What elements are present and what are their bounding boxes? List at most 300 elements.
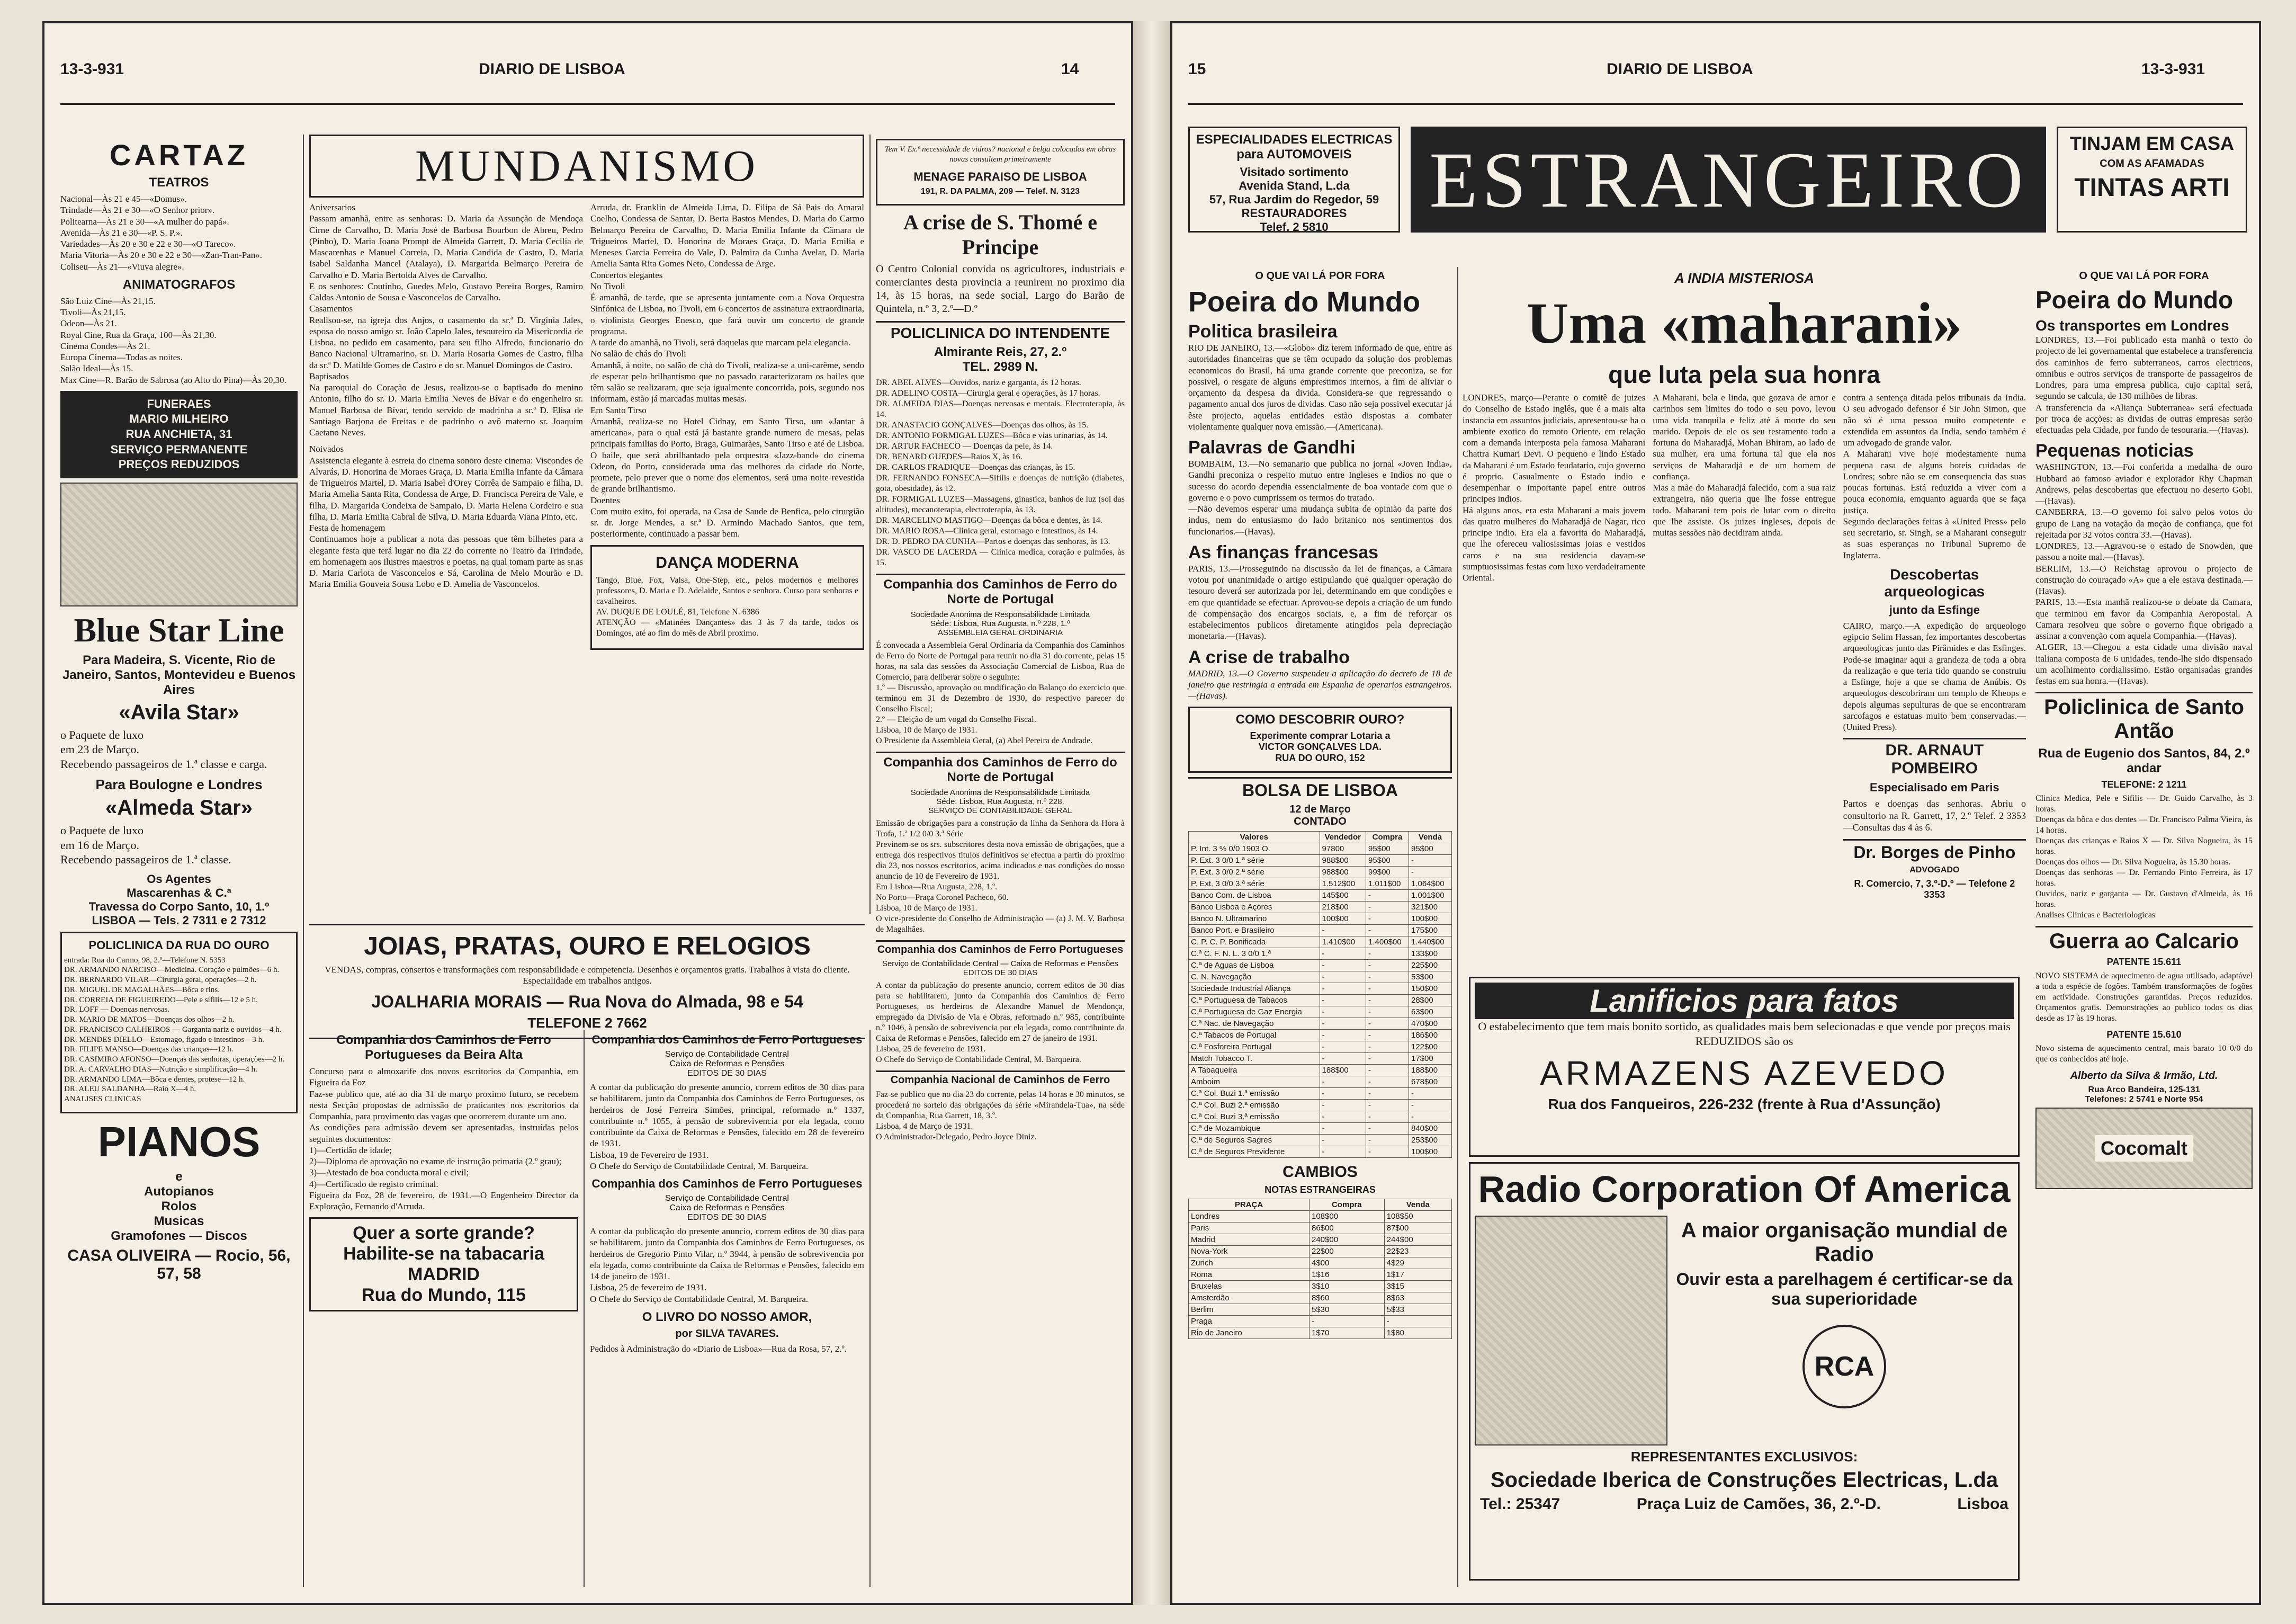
bolsa-row bbox=[1189, 1053, 1452, 1065]
calcario-patente: PATENTE 15.611 bbox=[2106, 957, 2182, 968]
maharani-sub: que luta pela sua honra bbox=[1608, 361, 1880, 388]
teatros-list: Nacional—Às 21 e 45—«Domus». Trindade—Às 21 e 30—«O Senhor prior». Politearna—Às 21 e 30—«A mulher do papá». Avenida—Às 21 e 30—«P. S. P.». Variedades—Às 20 e 30 e 22 e 30—«O Tareco». Maria Vitoria—Às 20 e 30 e 22 e 30—«Zan-Tran-Pan». Coliseu—Às 21—«Viuva alegre». bbox=[60, 194, 262, 272]
left-col-lower-b bbox=[585, 1030, 871, 1587]
table-cell: C.ª Tabacos de Portugal bbox=[1189, 1030, 1320, 1041]
right-col-1 bbox=[1183, 267, 1458, 1587]
poeira1-text: RIO DE JANEIRO, 13.—«Globo» diz terem informado de que, entre as autoridades financeiras que se têm ocupado da solução dos problemas economicos do Brasil, há uma grande corrente que preconiza, se for possivel, o resgate de alguns emprestimos internos, a fim de aliviar o orçamento da despesa da divida. Considera-se que regressando o pagamento anual dos juros de dividas. Caso não seja possivel executar já êste projecto, aquelas entidades estão dispostas a combater violentamente qualquer nova emissão.—(Americana). bbox=[1188, 343, 1452, 432]
cambios-row bbox=[1189, 1234, 1452, 1246]
funerais-ad: FUNERAES MARIO MILHEIRO RUA ANCHIETA, 31 SERVIÇO PERMANENTE PREÇOS REDUZIDOS bbox=[60, 391, 298, 478]
bolsa-row bbox=[1189, 902, 1452, 913]
table-cell: 100$00 bbox=[1320, 913, 1366, 925]
table-cell: C.ª de Mozambique bbox=[1189, 1123, 1320, 1135]
rca-logo: RCA bbox=[1802, 1325, 1886, 1408]
table-cell: - bbox=[1409, 1100, 1452, 1111]
table-cell: Madrid bbox=[1189, 1234, 1310, 1246]
bolsa-row bbox=[1189, 867, 1452, 878]
descobrir-title: COMO DESCOBRIR OURO? bbox=[1235, 712, 1405, 727]
bolsa-row bbox=[1189, 1018, 1452, 1030]
table-cell: - bbox=[1366, 1076, 1409, 1088]
lanificios-text: O estabelecimento que tem mais bonito sortido, as qualidades mais bem selecionadas e que vende por preços mais REDUZIDOS são os bbox=[1478, 1020, 2011, 1048]
table-cell: 186$00 bbox=[1409, 1030, 1452, 1041]
table-cell: C. P. C. P. Bonificada bbox=[1189, 936, 1320, 948]
bolsa-row bbox=[1189, 1088, 1452, 1100]
table-cell: 240$00 bbox=[1309, 1234, 1384, 1246]
table-cell: C.ª de Aguas de Lisboa bbox=[1189, 960, 1320, 971]
left-page-number: 14 bbox=[1061, 60, 1079, 78]
calcario-patente2: PATENTE 15.610 bbox=[2106, 1029, 2182, 1040]
quer-sorte-ad: Quer a sorte grande? Habilite-se na tabacaria MADRID Rua do Mundo, 115 bbox=[309, 1217, 578, 1311]
danca-title: DANÇA MODERNA bbox=[656, 554, 799, 572]
right-page-number: 15 bbox=[1188, 60, 1206, 78]
table-cell: 150$00 bbox=[1409, 983, 1452, 995]
estrangeiro-banner: ESTRANGEIRO bbox=[1411, 127, 2046, 233]
cambios-row bbox=[1189, 1246, 1452, 1257]
blue-star-text2: o Paquete de luxo em 16 de Março. Recebendo passageiros de 1.ª classe. bbox=[60, 824, 231, 867]
table-cell: - bbox=[1366, 913, 1409, 925]
table-cell: Praga bbox=[1189, 1316, 1310, 1327]
bolsa-row bbox=[1189, 1030, 1452, 1041]
table-cell: 1.410$00 bbox=[1320, 936, 1366, 948]
cambios-row bbox=[1189, 1304, 1452, 1316]
table-cell: 8$63 bbox=[1384, 1292, 1451, 1304]
left-page bbox=[42, 21, 1133, 1605]
table-cell: 3$15 bbox=[1384, 1281, 1451, 1292]
sao-tome-title: A crise de S. Thomé e Principe bbox=[903, 210, 1097, 259]
right-header-rule bbox=[1188, 103, 2243, 105]
left-page-header bbox=[44, 60, 1131, 82]
table-cell: - bbox=[1320, 1018, 1366, 1030]
table-cell: 188$00 bbox=[1409, 1065, 1452, 1076]
table-cell: - bbox=[1309, 1316, 1384, 1327]
bolsa-row bbox=[1189, 1065, 1452, 1076]
calcario-agent: Alberto da Silva & Irmão, Ltd. bbox=[2070, 1070, 2218, 1082]
table-cell: - bbox=[1320, 1041, 1366, 1053]
table-cell: - bbox=[1366, 1041, 1409, 1053]
table-header-cell: Venda bbox=[1409, 832, 1452, 843]
table-cell: - bbox=[1409, 1111, 1452, 1123]
bolsa-row bbox=[1189, 1006, 1452, 1018]
o-livro-title: O LIVRO DO NOSSO AMOR, bbox=[642, 1309, 812, 1324]
cp-portugueses-2-sub: Serviço de Contabilidade Central Caixa de Reformas e Pensões EDITOS DE 30 DIAS bbox=[665, 1194, 789, 1222]
table-cell: C.ª Col. Buzi 1.ª emissão bbox=[1189, 1088, 1320, 1100]
rca-ad bbox=[1469, 1162, 2020, 1581]
santo-antao-addr: Rua de Eugenio dos Santos, 84, 2.º andar bbox=[2038, 746, 2250, 776]
gandhi-title: Palavras de Gandhi bbox=[1188, 438, 1356, 458]
table-cell: 988$00 bbox=[1320, 855, 1366, 867]
table-cell: 3$10 bbox=[1309, 1281, 1384, 1292]
table-cell: - bbox=[1366, 1065, 1409, 1076]
table-cell: C.ª Portuguesa de Gaz Energia bbox=[1189, 1006, 1320, 1018]
table-cell: 1.001$00 bbox=[1409, 890, 1452, 902]
animatografos-list: São Luiz Cine—Às 21,15. Tivoli—Às 21,15. Odeon—Às 21. Royal Cine, Rua da Graça, 100—Às 21,30. Cinema Condes—Às 21. Europa Cinema—Todas as noites. Salão Ideal—Às 15. Max Cine—R. Barão de Sabrosa (ao Alto do Pina)—Às 20,30. bbox=[60, 296, 286, 385]
table-cell: 5$30 bbox=[1309, 1304, 1384, 1316]
menage-name: MENAGE PARAISO DE LISBOA bbox=[913, 169, 1087, 183]
table-cell: 321$00 bbox=[1409, 902, 1452, 913]
blue-star-agents: Os Agentes Mascarenhas & C.ª Travessa do Corpo Santo, 10, 1.º LISBOA — Tels. 2 7311 e 2 7312 bbox=[88, 872, 270, 927]
table-cell: - bbox=[1320, 1006, 1366, 1018]
cp-portugueses-3-sub: Serviço de Contabilidade Central — Caixa de Reformas e Pensões EDITOS DE 30 DIAS bbox=[882, 959, 1119, 977]
table-cell: 988$00 bbox=[1320, 867, 1366, 878]
table-cell: 244$00 bbox=[1384, 1234, 1451, 1246]
poeira2-sub: Os transportes em Londres bbox=[2035, 317, 2229, 334]
right-page-header bbox=[1172, 60, 2259, 82]
mundanismo-text1: Aniversarios Passam amanhã, entre as senhoras: D. Maria da Assunção de Mendoça Cirne de Carvalho, D. Maria José de Barbosa Bourbon de Abreu, Pedro (Pinho), D. Maria Joana Prompt de Almeida Garrett, D. Maria Cecilia de Mascarenhas e Manuel Correia, D. Maria Candida de Castro, D. Maria Isabel Saldanha Mancel (Atalaya), D. Margarida Belmarço Pereira de Carvalho e D. Maria Bertolda Alves de Carvalho. E os senhores: Coutinho, Guedes Melo, Gustavo Pereira Borges, Ramiro Caldas Antonio de Sousa e Vasconcelos de Carvalho. Casamentos Realisou-se, na igreja dos Anjos, o casamento da sr.ª D. Virginia Jales, esposa do nosso amigo sr. João Capelo Jales, tesoureiro da Misericordia de Lisboa, no pedido em casamento, para seu filho Alfredo, funcionario do Banco Nacional Ultramarino, sr. D. Maria Rosaria Gomes de Castro, filha da sr.ª D. Matilde Gomes de Castro e do sr. Manuel Domingos de Castro. Baptisados Na paroquial do Coração de Jesus, realizou-se o baptisado do menino Antonio, filho do sr. D. Maria Emilia Neves de Bívar e do engenheiro sr. Manuel Barbosa de Bívar, tendo servido de madrinha a sr.ª D. Elisa de Santiago Barjona de Freitas e de padrinho o avô materno sr. Joaquim Caetano Neves. bbox=[309, 202, 583, 438]
cp-norte-2-title: Companhia dos Caminhos de Ferro do Norte de Portugal bbox=[876, 752, 1125, 785]
bolsa-row bbox=[1189, 1100, 1452, 1111]
bolsa-table bbox=[1188, 831, 1452, 1158]
table-cell: - bbox=[1320, 1030, 1366, 1041]
cp-norte-1-sub: Sociedade Anonima de Responsabilidade Limitada Séde: Lisboa, Rua Augusta, n.º 228, 1.º ASSEMBLEIA GERAL ORDINARIA bbox=[910, 610, 1090, 637]
table-cell: 86$00 bbox=[1309, 1223, 1384, 1234]
especialidades-text: Visitado sortimento Avenida Stand, L.da 57, Rua Jardim do Regedor, 59 RESTAURADORES Telef. 2 5810 bbox=[1209, 165, 1379, 234]
mundanismo-title: MUNDANISMO bbox=[309, 135, 864, 198]
right-masthead: DIARIO DE LISBOA bbox=[1607, 60, 1753, 78]
cambios-row bbox=[1189, 1292, 1452, 1304]
table-cell: - bbox=[1366, 1123, 1409, 1135]
maharani-text3: contra a sentença ditada pelos tribunais da India. O seu advogado defensor é Sir John Simon, que não só é uma pessoa muito competente e extendida em assuntos da India, sendo também é um advogado de grande valor. A Maharani vive hoje modestamente numa pequena casa de alguns hoteis cuidadas de Londres; sobre não se em consequencia das suas poucas fortunas. Está reduzida a viver com a pouca economia, emquanto aguarda que se faça justiça. Segundo declarações feitas à «United Press» pelo seu secretario, sr. Singh, se a Maharani conseguir as suas esperanças no Tribunal Supremo de Inglaterra. bbox=[1843, 392, 2026, 560]
table-cell: - bbox=[1320, 995, 1366, 1006]
poeira1-sub: Politica brasileira bbox=[1188, 322, 1338, 342]
cambios-sub: NOTAS ESTRANGEIRAS bbox=[1264, 1184, 1376, 1195]
table-header-cell: Compra bbox=[1366, 832, 1409, 843]
table-cell: Sociedade Industrial Aliança bbox=[1189, 983, 1320, 995]
table-cell: 108$50 bbox=[1384, 1211, 1451, 1223]
table-cell: P. Int. 3 % 0/0 1903 O. bbox=[1189, 843, 1320, 855]
center-fold bbox=[1133, 21, 1170, 1605]
descobertas-title: Descobertas arqueologicas bbox=[1884, 566, 1985, 600]
pianos-title: PIANOS bbox=[97, 1118, 261, 1165]
table-cell: 1$16 bbox=[1309, 1269, 1384, 1281]
table-cell: 100$00 bbox=[1409, 913, 1452, 925]
cp-portugueses-3-text: A contar da publicação do presente anuncio, correm editos de 30 dias para se habilitarem, junto da Companhia dos Caminhos de Ferro Portugueses, os herdeiros de Alexandre Manuel de Mendonça, empregado da Divisão de Via e Obras, reformado n.º 985, contribuinte n.º 1046, à pensão de sobrevivencia por ela legada, como contribuinte da Caixa de Reformas e Pensões, falecido em 27 de janeiro de 1931. Lisboa, 25 de fevereiro de 1931. O Chefe do Serviço de Contabilidade Central, M. Barqueira. bbox=[876, 980, 1125, 1064]
table-cell: - bbox=[1320, 983, 1366, 995]
table-header-cell: PRAÇA bbox=[1189, 1199, 1310, 1211]
descobrir-ad bbox=[1188, 707, 1452, 773]
calcario-addr: Rua Arco Bandeira, 125-131 Telefones: 2 5741 e Norte 954 bbox=[2085, 1085, 2203, 1104]
table-cell: 1.064$00 bbox=[1409, 878, 1452, 890]
bolsa-row bbox=[1189, 1146, 1452, 1158]
bolsa-row bbox=[1189, 913, 1452, 925]
table-cell: 4$29 bbox=[1384, 1257, 1451, 1269]
table-cell: 1$17 bbox=[1384, 1269, 1451, 1281]
cambios-row bbox=[1189, 1211, 1452, 1223]
table-cell: 17$00 bbox=[1409, 1053, 1452, 1065]
table-cell: 188$00 bbox=[1320, 1065, 1366, 1076]
poeira2-kicker: O QUE VAI LÁ POR FORA bbox=[2079, 270, 2209, 282]
table-header-cell: Vendedor bbox=[1320, 832, 1366, 843]
table-cell: 100$00 bbox=[1409, 1146, 1452, 1158]
borges-title: Dr. Borges de Pinho bbox=[1843, 839, 2026, 862]
bolsa-row bbox=[1189, 890, 1452, 902]
table-cell: 108$00 bbox=[1309, 1211, 1384, 1223]
table-cell: Bruxelas bbox=[1189, 1281, 1310, 1292]
table-cell: P. Ext. 3 0/0 2.ª série bbox=[1189, 867, 1320, 878]
cartaz-heading: CARTAZ bbox=[109, 138, 249, 172]
table-cell: 1.011$00 bbox=[1366, 878, 1409, 890]
table-cell: - bbox=[1320, 1053, 1366, 1065]
menage-ad bbox=[876, 139, 1125, 206]
right-col-4 bbox=[2030, 267, 2258, 1587]
menage-text: Tem V. Ex.ª necessidade de vidros? nacional e belga colocados em obras novas consultem primeiramente bbox=[884, 145, 1116, 164]
table-cell: 95$00 bbox=[1409, 843, 1452, 855]
joias-ad bbox=[309, 924, 865, 1039]
table-cell: - bbox=[1320, 1100, 1366, 1111]
table-cell: 53$00 bbox=[1409, 971, 1452, 983]
table-header-cell: Venda bbox=[1384, 1199, 1451, 1211]
policlinica-intendente-text: DR. ABEL ALVES—Ouvidos, nariz e garganta, ás 12 horas. DR. ADELINO COSTA—Cirurgia geral e operações, às 17 horas. DR. ALMEIDA DIAS—Doenças nervosas e mentais. Electroterapia, às 14. DR. ANASTACIO GONÇALVES—Doenças dos olhos, às 15. DR. ANTONIO FORMIGAL LUZES—Bôca e vias urinarias, às 14. DR. ARTUR FACHECO — Doenças da pele, às 14. DR. BENARD GUEDES—Raios X, às 16. DR. CARLOS FRADIQUE—Doenças das crianças, às 15. DR. FERNANDO FONSECA—Sifilis e doenças de nutrição (diabetes, gota, obesidade), às 12. DR. FORMIGAL LUZES—Massagens, ginastica, banhos de luz (sol das altitudes), mecanoterapia, electroterapia, às 13. DR. MARCELINO MASTIGO—Doenças da bôca e dentes, às 14. DR. MARIO ROSA—Clinica geral, estomago e intestinos, às 14. DR. D. PEDRO DA CUNHA—Partos e doenças das senhoras, às 13. DR. VASCO DE LACERDA — Clinica medica, coração e pulmões, às 15. bbox=[876, 378, 1125, 567]
bolsa-row bbox=[1189, 925, 1452, 936]
cambios-row bbox=[1189, 1257, 1452, 1269]
bolsa-row bbox=[1189, 995, 1452, 1006]
cp-norte-2-text: Emissão de obrigações para a construção da linha da Senhora da Hora à Trofa, 1.ª 1/2 0/0 3.ª Série Previnem-se os srs. subscritores desta nova emissão de obrigações, que a entrega dos respectivos titulos definitivos se efectua a partir do proximo dia 23, nos nossos escritorios, acima indicados e nas condições do nosso anuncio de 10 de Fevereiro de 1931. Em Lisboa—Rua Augusta, 228, 1.º. No Porto—Praça Coronel Pacheco, 60. Lisboa, 10 de Março de 1931. O vice-presidente do Conselho de Administração — (a) J. M. V. Barbosa de Magalhães. bbox=[876, 818, 1125, 934]
table-cell: - bbox=[1320, 1146, 1366, 1158]
table-cell: C.ª Nac. de Navegação bbox=[1189, 1018, 1320, 1030]
bolsa-row bbox=[1189, 1041, 1452, 1053]
descobertas-sub: junto da Esfinge bbox=[1889, 603, 1980, 617]
tinjam-ad bbox=[2057, 127, 2247, 233]
arnaut-text: Partos e doenças das senhoras. Abriu o consultorio na R. Garrett, 17, 2.º Telef. 2 3353—Consultas das 4 às 6. bbox=[1843, 798, 2026, 833]
table-cell: 95$00 bbox=[1366, 855, 1409, 867]
table-cell: 225$00 bbox=[1409, 960, 1452, 971]
blue-star-routes: Para Madeira, S. Vicente, Rio de Janeiro, Santos, Montevideu e Buenos Aires bbox=[62, 653, 296, 697]
cp-norte-2-sub: Sociedade Anonima de Responsabilidade Limitada Séde: Lisboa, Rua Augusta, n.º 228. SERVIÇO DE CONTABILIDADE GERAL bbox=[910, 788, 1090, 815]
table-cell: Match Tobacco T. bbox=[1189, 1053, 1320, 1065]
table-cell: 1.512$00 bbox=[1320, 878, 1366, 890]
left-masthead: DIARIO DE LISBOA bbox=[479, 60, 625, 78]
table-cell: - bbox=[1320, 1135, 1366, 1146]
table-cell: - bbox=[1320, 1088, 1366, 1100]
cambios-row bbox=[1189, 1223, 1452, 1234]
joias-title: JOIAS, PRATAS, OURO E RELOGIOS bbox=[364, 932, 811, 960]
arnaut-title: DR. ARNAUT POMBEIRO bbox=[1843, 738, 2026, 778]
rca-addr: Praça Luiz de Camões, 36, 2.º-D. bbox=[1636, 1495, 1881, 1513]
blue-star-ship2: «Almeda Star» bbox=[105, 796, 253, 820]
table-cell: Paris bbox=[1189, 1223, 1310, 1234]
mundanismo-section bbox=[304, 135, 871, 914]
joias-text: VENDAS, compras, consertos e transformações com responsabilidade e competencia. Desenhos e orçamentos gratis. Trabalhos à vista do cliente. Especialidade em trabalhos antigos. bbox=[325, 965, 850, 986]
table-cell: - bbox=[1409, 1088, 1452, 1100]
bolsa-row bbox=[1189, 1111, 1452, 1123]
cambios-table-header bbox=[1189, 1199, 1452, 1211]
table-cell: - bbox=[1320, 925, 1366, 936]
table-cell: 1.440$00 bbox=[1409, 936, 1452, 948]
table-cell: 678$00 bbox=[1409, 1076, 1452, 1088]
cp-portugueses-3-title: Companhia dos Caminhos de Ferro Portugueses bbox=[876, 940, 1125, 956]
lanificios-addr: Rua dos Fanqueiros, 226-232 (frente à Rua d'Assunção) bbox=[1548, 1096, 1941, 1112]
table-cell: 22$23 bbox=[1384, 1246, 1451, 1257]
bolsa-row bbox=[1189, 971, 1452, 983]
tinjam-sub: COM AS AFAMADAS bbox=[2100, 158, 2204, 169]
joias-shop: JOALHARIA MORAIS — Rua Nova do Almada, 98 e 54 bbox=[371, 992, 803, 1011]
cp-beira-alta-title: Companhia dos Caminhos de Ferro Portugueses da Beira Alta bbox=[336, 1033, 551, 1062]
blue-star-ship1: «Avila Star» bbox=[119, 700, 239, 724]
table-cell: 122$00 bbox=[1409, 1041, 1452, 1053]
table-cell: - bbox=[1320, 948, 1366, 960]
table-cell: - bbox=[1366, 1006, 1409, 1018]
lanificios-ad bbox=[1469, 977, 2020, 1157]
table-cell: 5$33 bbox=[1384, 1304, 1451, 1316]
table-cell: 95$00 bbox=[1366, 843, 1409, 855]
bolsa-row bbox=[1189, 960, 1452, 971]
bolsa-row bbox=[1189, 936, 1452, 948]
bolsa-row bbox=[1189, 948, 1452, 960]
table-cell: - bbox=[1366, 1018, 1409, 1030]
table-cell: Banco N. Ultramarino bbox=[1189, 913, 1320, 925]
table-cell: Rio de Janeiro bbox=[1189, 1327, 1310, 1339]
rca-tel: Tel.: 25347 bbox=[1480, 1495, 1560, 1513]
radio-cabinet-illustration bbox=[1475, 1216, 1667, 1445]
cp-portugueses-2-title: Companhia dos Caminhos de Ferro Portugueses bbox=[591, 1177, 863, 1190]
table-cell: 63$00 bbox=[1409, 1006, 1452, 1018]
table-header-cell: Valores bbox=[1189, 832, 1320, 843]
poeira1-title: Poeira do Mundo bbox=[1188, 286, 1420, 318]
bolsa-row bbox=[1189, 878, 1452, 890]
table-cell: C.ª Col. Buzi 2.ª emissão bbox=[1189, 1100, 1320, 1111]
table-cell: - bbox=[1366, 1146, 1409, 1158]
poeira2-text: LONDRES, 13.—Foi publicado esta manhã o texto do projecto de lei governamental que estabelece a transferencia dos caminhos de ferro subterraneos, carros electricos, omnibus e outros serviços de transporte de passageiros de Londres, para uma empresa publica, cujo capital será, segundo se calcula, de 130 milhões de libras. A transferencia da «Aliança Subterranea» será efectuada por troca de acções; as dividas de outras empresas serão efectuadas pela Cidade, por fundo de tesouraria.—(Havas). bbox=[2035, 335, 2253, 435]
trabalho-title: A crise de trabalho bbox=[1188, 647, 1350, 667]
table-cell: 1$70 bbox=[1309, 1327, 1384, 1339]
rca-ouvir: Ouvir esta a parelhagem é certificar-se da sua superioridade bbox=[1676, 1270, 2013, 1308]
o-livro-author: por SILVA TAVARES. bbox=[675, 1327, 779, 1340]
table-cell: 253$00 bbox=[1409, 1135, 1452, 1146]
table-cell: - bbox=[1366, 902, 1409, 913]
sao-tome-text: O Centro Colonial convida os agricultores, industriais e comerciantes desta provincia a reunirem no proximo dia 14, às 15 horas, na sede social, Largo do Barão de Quintela, n.º 3, 2.º—D.º bbox=[876, 263, 1125, 315]
table-cell: - bbox=[1409, 855, 1452, 867]
poeira1-kicker: O QUE VAI LÁ POR FORA bbox=[1255, 270, 1385, 282]
joias-tel: TELEFONE 2 7662 bbox=[527, 1014, 647, 1031]
table-cell: - bbox=[1366, 971, 1409, 983]
especialidades-ad bbox=[1188, 127, 1400, 233]
cp-beira-alta-text: Concurso para o almoxarife dos novos escritorios da Companhia, em Figueira da Foz Faz-se publico que, até ao dia 31 de março proximo futuro, se recebem nesta Secção propostas de admissão de praticantes nos escritorios da Companhia, para provimento das vagas que ocorrerem durante um ano. As condições para admissão devem ser apresentadas, instruídas pelos seguintes documentos: 1)—Certidão de idade; 2)—Diploma de aprovação no exame de instrução primaria (2.º grau); 3)—Atestado de boa conducta moral e civil; 4)—Certificado de registo criminal. Figueira da Foz, 28 de fevereiro, de 1931.—O Engenheiro Director da Exploração, Fernando d'Arruda. bbox=[309, 1066, 578, 1211]
table-cell: - bbox=[1320, 1076, 1366, 1088]
santo-antao-text: Clinica Medica, Pele e Sifilis — Dr. Guido Carvalho, às 3 horas. Doenças da bôca e dos dentes — Dr. Francisco Palma Vieira, às 14 horas. Doenças das crianças e Raios X — Dr. Silva Nogueira, às 15 horas. Doenças dos olhos — Dr. Silva Nogueira, às 15.30 horas. Doenças das senhoras — Dr. Fernando Pinto Ferreira, às 17 horas. Ouvidos, nariz e garganta — Dr. Gustavo d'Almeida, às 16 horas. Analises Clinicas e Bacteriologicas bbox=[2035, 794, 2253, 920]
descobertas-text: CAIRO, março.—A expedição do arqueologo egipcio Selim Hassan, fez importantes descobertas arqueologicas junto das Pirâmides e das Esfinges. Pode-se imaginar aqui a grandeza de toda a obra da realização e que teria tido quando se construiu a Esfinge, hoje a que se chama de Anúbis. Os arqueologos descobriram um templo de Kheops e depois algumas sepulturas de que se encontraram sarcofagos e estatuas muito bem conservadas.—(United Press). bbox=[1843, 620, 2026, 732]
bolsa-row bbox=[1189, 983, 1452, 995]
table-cell: 8$60 bbox=[1309, 1292, 1384, 1304]
table-cell: 99$00 bbox=[1366, 867, 1409, 878]
table-cell: 87$00 bbox=[1384, 1223, 1451, 1234]
table-cell: - bbox=[1366, 1100, 1409, 1111]
table-cell: 22$00 bbox=[1309, 1246, 1384, 1257]
cp-portugueses-1-text: A contar da publicação do presente anuncio, correm editos de 30 dias para se habilitarem, junto da Companhia dos Caminhos de Ferro Portugueses, os herdeiros de José Ferreira Simões, principal, reformado n.º 1337, contribuinte n.º 1055, à pensão de sobrevivencia por ela legada, como contribuinte da Caixa de Reformas e Pensões, falecido em 28 de fevereiro de 1931. Lisboa, 19 de Fevereiro de 1931. O Chefe do Serviço de Contabilidade Central, M. Barqueira. bbox=[590, 1082, 864, 1171]
policlinica-intendente-addr: Almirante Reis, 27, 2.º TEL. 2989 N. bbox=[934, 344, 1067, 374]
table-cell: Amsterdão bbox=[1189, 1292, 1310, 1304]
cocomalt-ad bbox=[2035, 1108, 2253, 1189]
table-cell: C. N. Navegação bbox=[1189, 971, 1320, 983]
table-cell: 470$00 bbox=[1409, 1018, 1452, 1030]
table-cell: Nova-York bbox=[1189, 1246, 1310, 1257]
trabalho-text: MADRID, 13.—O Governo suspendeu a aplicação do decreto de 18 de janeiro que restringia a entrada em Espanha de operarios estrangeiros.—(Havas). bbox=[1188, 668, 1452, 701]
table-cell: P. Ext. 3 0/0 3.ª série bbox=[1189, 878, 1320, 890]
cp-portugueses-1-sub: Serviço de Contabilidade Central Caixa de Reformas e Pensões EDITOS DE 30 DIAS bbox=[665, 1050, 789, 1078]
table-cell: C.ª Col. Buzi 3.ª emissão bbox=[1189, 1111, 1320, 1123]
maharani-kicker: A INDIA MISTERIOSA bbox=[1674, 270, 1814, 286]
cp-nacional-title: Companhia Nacional de Caminhos de Ferro bbox=[876, 1070, 1125, 1086]
table-cell: - bbox=[1366, 948, 1409, 960]
bolsa-table-body bbox=[1189, 843, 1452, 1158]
bolsa-row bbox=[1189, 1123, 1452, 1135]
policlinica-ouro-text: entrada: Rua do Carmo, 98, 2.º—Telefone N. 5353 DR. ARMANDO NARCISO—Medicina. Coração e pulmões—6 h. DR. BERNARDO VILAR—Cirurgia geral, operações—2 h. DR. MIGUEL DE MAGALHÃES—Bôca e rins. DR. CORREIA DE FIGUEIREDO—Pele e sífilis—12 e 5 h. DR. LOFF — Doenças nervosas. DR. MARIO DE MATOS—Doenças dos olhos—2 h. DR. FRANCISCO CALHEIROS — Garganta nariz e ouvidos—4 h. DR. MENDES DIELLO—Estomago, figado e intestinos—3 h. DR. FILIPE MANSO—Doenças das crianças—12 h. DR. CASIMIRO AFONSO—Doenças das senhoras, operações—2 h. DR. A. CARVALHO DIAS—Nutrição e simplificação—4 h. DR. ARMANDO LIMA—Bôca e dentes, protese—12 h. DR. ALEU SALDANHA—Raio X—4 h. ANALISES CLINICAS bbox=[64, 956, 285, 1104]
left-col-1 bbox=[55, 135, 304, 1587]
table-cell: - bbox=[1320, 1111, 1366, 1123]
table-cell: - bbox=[1366, 960, 1409, 971]
right-date: 13-3-931 bbox=[2141, 60, 2205, 78]
left-col-lower-a bbox=[304, 1030, 585, 1587]
cambios-title: CAMBIOS bbox=[1282, 1163, 1358, 1181]
table-cell: 133$00 bbox=[1409, 948, 1452, 960]
blue-star-title: Blue Star Line bbox=[74, 611, 284, 649]
danca-ad bbox=[590, 545, 864, 650]
animatografos-heading: ANIMATOGRAFOS bbox=[122, 277, 236, 292]
table-cell: - bbox=[1366, 1088, 1409, 1100]
bolsa-row bbox=[1189, 843, 1452, 855]
maharani-text1: LONDRES, março—Perante o comitê de juizes do Conselho de Estado inglês, que é a mais alta instancia em assuntos judiciais, apresentou-se ha o ambiente exotico do remoto Oriente, em relação com a demanda interposta pela famosa Maharani Chattra Kumari Devi. O pequeno e lindo Estado da Maharani é um Estado feudatario, cujo governo é proprio. Casualmente o Estado indio e desempenhar o importante papel entre outros principes indios. Há alguns anos, era esta Maharani a mais jovem das quatro mulheres do Maharadjá de Nagar, rico principe indio. Era ela a favorita do Maharadjá, que lhe ofereceu valiosissimas joias e vestidos caros e na sua residencia davam-se sumptuosissimas festas com luxo verdadeiramente Oriental. bbox=[1463, 392, 1646, 583]
lanificios-title: Lanificios para fatos bbox=[1475, 983, 2014, 1019]
table-cell: 840$00 bbox=[1409, 1123, 1452, 1135]
pequenas-text: WASHINGTON, 13.—Foi conferida a medalha de ouro Hubbard ao famoso aviador e explorador Rhy Chapman Andrews, pelas descobertas que efectuou no deserto Gobi.—(Havas). CANBERRA, 13.—O governo foi salvo pelos votos do grupo de Lang na votação da moção de confiança, que foi rejeitada por 32 votos contra 33.—(Havas). LONDRES, 13.—Agravou-se o estado de Snowden, que passou a noite mal.—(Havas). BERLIM, 13.—O Reichstag aprovou o projecto de construção do couraçado «A» que a ele estava destinada.—(Havas). PARIS, 13.—Esta manhã realizou-se o debate da Camara, que terminou em favor da Companhia Aeropostal. A Camara resolveu que sobre o governo fique obrigado a assinar a convenção com aquela Companhia.—(Havas). ALGER, 13.—Chegou a esta cidade uma divisão naval italiana composta de 6 unidades, tendo-lhe sido dispensado um acolhimento cordialissimo. Estão organisadas grandes festas em sua honra.—(Havas). bbox=[2035, 462, 2253, 686]
table-cell: - bbox=[1366, 1111, 1409, 1123]
table-cell: - bbox=[1366, 1135, 1409, 1146]
maharani-title: Uma «maharani» bbox=[1527, 291, 1962, 355]
calcario-text2: Novo sistema de aquecimento central, mais barato 10 0/0 do que os conhecidos até hoje. bbox=[2035, 1044, 2253, 1064]
rca-company: Sociedade Iberica de Construções Electricas, L.da bbox=[1490, 1468, 1998, 1492]
lanificios-brand: ARMAZENS AZEVEDO bbox=[1540, 1054, 1949, 1092]
table-cell: - bbox=[1366, 925, 1409, 936]
cambios-table bbox=[1188, 1199, 1452, 1339]
table-cell: Roma bbox=[1189, 1269, 1310, 1281]
table-cell: 28$00 bbox=[1409, 995, 1452, 1006]
table-cell: - bbox=[1320, 960, 1366, 971]
left-header-rule bbox=[60, 103, 1115, 105]
cp-portugueses-2-text: A contar da publicação do presente anuncio, correm editos de 30 dias para se habilitarem, junto da Companhia dos Caminhos de Ferro Portugueses, os herdeiros de Gregorio Pinto Vilar, n.º 3944, à pensão de sobrevivencia por ela legada, como contribuinte da Caixa de Reformas e Pensões, falecido em 14 de janeiro de 1931. Lisboa, 25 de fevereiro de 1931. O Chefe do Serviço de Contabilidade Central, M. Barqueira. bbox=[590, 1226, 864, 1304]
table-cell: 145$00 bbox=[1320, 890, 1366, 902]
bolsa-row bbox=[1189, 855, 1452, 867]
table-cell: - bbox=[1366, 1053, 1409, 1065]
rca-title: Radio Corporation Of America bbox=[1478, 1168, 2011, 1210]
pianos-shop: CASA OLIVEIRA — Rocio, 56, 57, 58 bbox=[67, 1246, 291, 1282]
table-cell: Banco Port. e Brasileiro bbox=[1189, 925, 1320, 936]
cp-norte-1-title: Companhia dos Caminhos de Ferro do Norte de Portugal bbox=[876, 574, 1125, 607]
teatros-heading: TEATROS bbox=[149, 175, 209, 190]
table-cell: C.ª Fosforeira Portugal bbox=[1189, 1041, 1320, 1053]
blue-star-text1: o Paquete de luxo em 23 de Março. Recebendo passageiros de 1.ª classe e carga. bbox=[60, 728, 267, 771]
table-cell: - bbox=[1366, 995, 1409, 1006]
policlinica-intendente-title: POLICLINICA DO INTENDENTE bbox=[876, 321, 1125, 342]
blue-star-route2: Para Boulogne e Londres bbox=[95, 777, 263, 793]
rca-reps: REPRESENTANTES EXCLUSIVOS: bbox=[1630, 1449, 1858, 1465]
table-cell: Zurich bbox=[1189, 1257, 1310, 1269]
financas-title: As finanças francesas bbox=[1188, 542, 1379, 563]
policlinica-ouro-title: POLICLINICA DA RUA DO OURO bbox=[88, 938, 270, 952]
table-cell: - bbox=[1320, 971, 1366, 983]
table-cell: Berlim bbox=[1189, 1304, 1310, 1316]
financas-text: PARIS, 13.—Prosseguindo na discussão da lei de finanças, a Câmara votou por unanimidade o artigo estipulando que qualquer operação do tesouro deverá ser autorizada por lei, determinando em que condições e em que quantidade se efectuar. Aprovou-se depois a criação de um fundo de compensação dos encargos sociais, e, a fim de reforçar os estabelecimentos publicos diretamente atingidos pela depreciação monetaria.—(Havas). bbox=[1188, 563, 1452, 641]
table-cell: 1.400$00 bbox=[1366, 936, 1409, 948]
table-cell: C.ª C. F. N. L. 3 0/0 1.ª bbox=[1189, 948, 1320, 960]
calcario-text: NOVO SISTEMA de aquecimento de agua utilisado, adaptável a toda a espécie de fogões. Também transformações de fogões em actividade. Construções garantidas. Preços reduzidos. Orçamentos gratis. Demonstrações ao publico todos os dias desde as 17 às 19 horas. bbox=[2035, 971, 2253, 1023]
cambios-row bbox=[1189, 1269, 1452, 1281]
table-cell: C.ª de Seguros Previdente bbox=[1189, 1146, 1320, 1158]
policlinica-ouro-ad bbox=[60, 932, 298, 1113]
table-cell: - bbox=[1409, 867, 1452, 878]
santo-antao-tel: TELEFONE: 2 1211 bbox=[2101, 779, 2187, 790]
right-page bbox=[1170, 21, 2261, 1605]
bolsa-table-header bbox=[1189, 832, 1452, 843]
cambios-row bbox=[1189, 1281, 1452, 1292]
pequenas-title: Pequenas noticias bbox=[2035, 441, 2194, 461]
cocomalt-label: Cocomalt bbox=[2095, 1135, 2193, 1162]
